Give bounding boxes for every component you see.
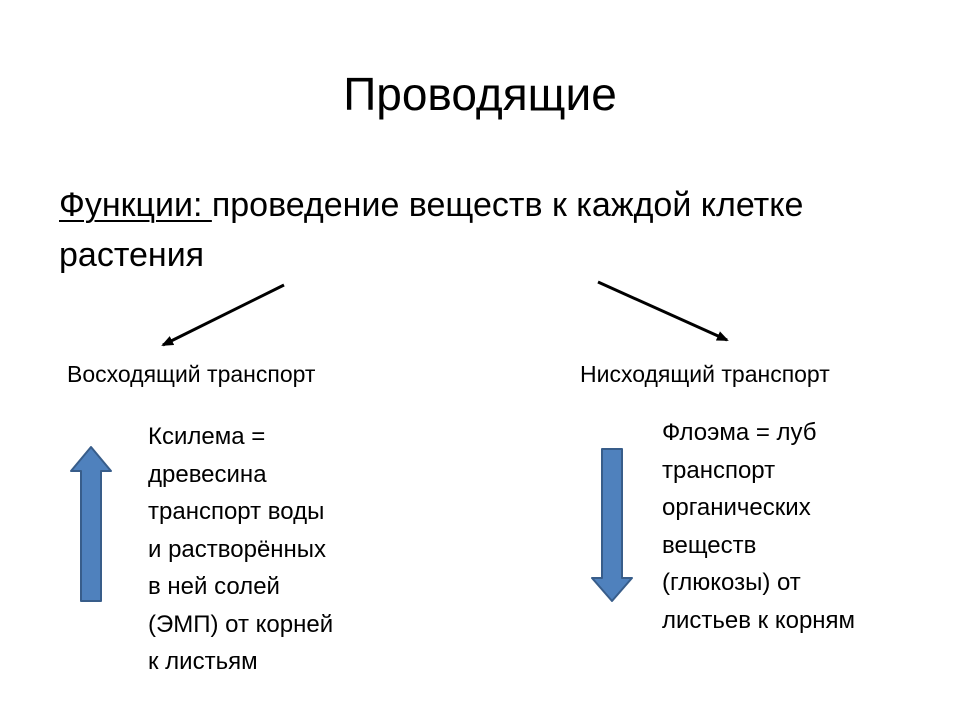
slide-title: Проводящие (343, 68, 617, 120)
xylem-line: Ксилема = (148, 423, 266, 450)
phloem-line: Флоэма = луб (662, 419, 817, 446)
phloem-line: органических (662, 494, 811, 521)
functions-label: Функции: (59, 186, 212, 224)
ascending-transport-title: Восходящий транспорт (67, 361, 316, 387)
xylem-line: транспорт воды (148, 498, 325, 525)
xylem-description (148, 418, 333, 681)
descending-transport-title: Нисходящий транспорт (580, 361, 830, 387)
xylem-line: и растворённых (148, 535, 327, 563)
phloem-line: транспорт (662, 456, 776, 484)
up-block-arrow (71, 447, 111, 601)
phloem-line: (глюкозы) от (662, 569, 801, 596)
connector-right-arrow (598, 282, 727, 340)
connector-left-arrow (163, 285, 284, 345)
xylem-line: к листьям (148, 648, 258, 675)
phloem-line: веществ (662, 531, 757, 559)
functions-description: проведение веществ к каждой клетке растения (59, 186, 804, 274)
down-block-arrow (592, 449, 632, 601)
phloem-description (662, 414, 855, 639)
xylem-line: древесина (148, 460, 267, 488)
xylem-line: (ЭМП) от корней (148, 610, 334, 638)
xylem-line: в ней солей (148, 573, 280, 600)
phloem-line: листьев к корням (662, 606, 856, 634)
